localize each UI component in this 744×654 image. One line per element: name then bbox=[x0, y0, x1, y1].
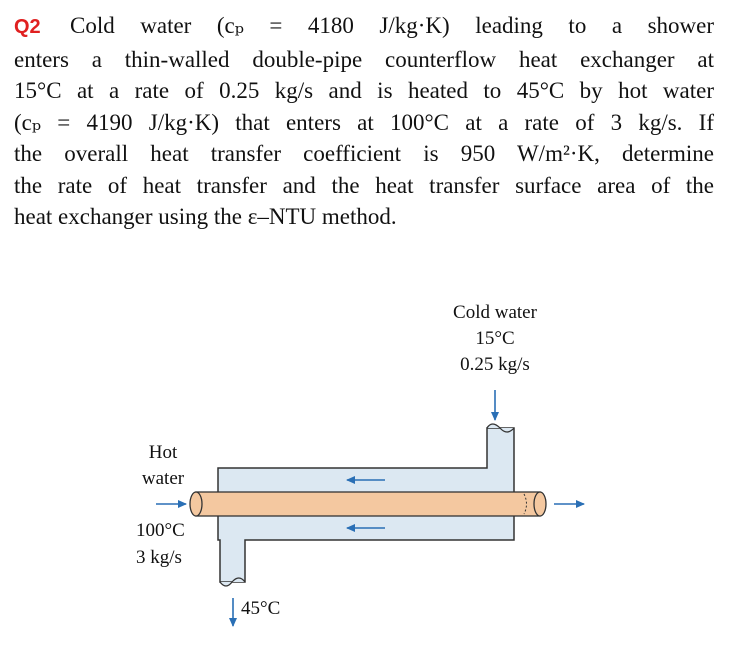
problem-line-3: 15°C at a rate of 0.25 kg/s and is heated to 45°C by hot water bbox=[14, 78, 714, 103]
hot-inlet-temp: 100°C bbox=[136, 520, 185, 541]
problem-line-5: the overall heat transfer coefficient is 950 W/m²·K, determine bbox=[14, 141, 714, 166]
cold-outlet-temp: 45°C bbox=[241, 598, 281, 619]
problem-line-4: (cₚ = 4190 J/kg·K) that enters at 100°C at a rate of 3 kg/s. If bbox=[14, 109, 714, 135]
hot-inlet-name-line1: Hot bbox=[148, 442, 178, 463]
problem-line-7: heat exchanger using the ε–NTU method. bbox=[14, 204, 397, 229]
inner-tube-right-end bbox=[534, 492, 546, 516]
cold-inlet-name: Cold water bbox=[453, 302, 537, 323]
hot-inlet-rate: 3 kg/s bbox=[136, 547, 182, 568]
inner-tube-left-end bbox=[190, 492, 202, 516]
hot-inlet-name-line2: water bbox=[141, 468, 185, 489]
cold-inlet-temp: 15°C bbox=[475, 328, 515, 349]
problem-line-1: Q2 Cold water (cₚ = 4180 J/kg·K) leading to a shower bbox=[14, 10, 714, 44]
problem-line-6: the rate of heat transfer and the heat transfer surface area of the bbox=[14, 172, 714, 198]
question-label: Q2 bbox=[14, 16, 41, 38]
problem-line-2: enters a thin-walled double-pipe counterflow heat exchanger at bbox=[14, 46, 714, 72]
cold-inlet-rate: 0.25 kg/s bbox=[460, 354, 530, 375]
inner-tube bbox=[196, 492, 540, 516]
